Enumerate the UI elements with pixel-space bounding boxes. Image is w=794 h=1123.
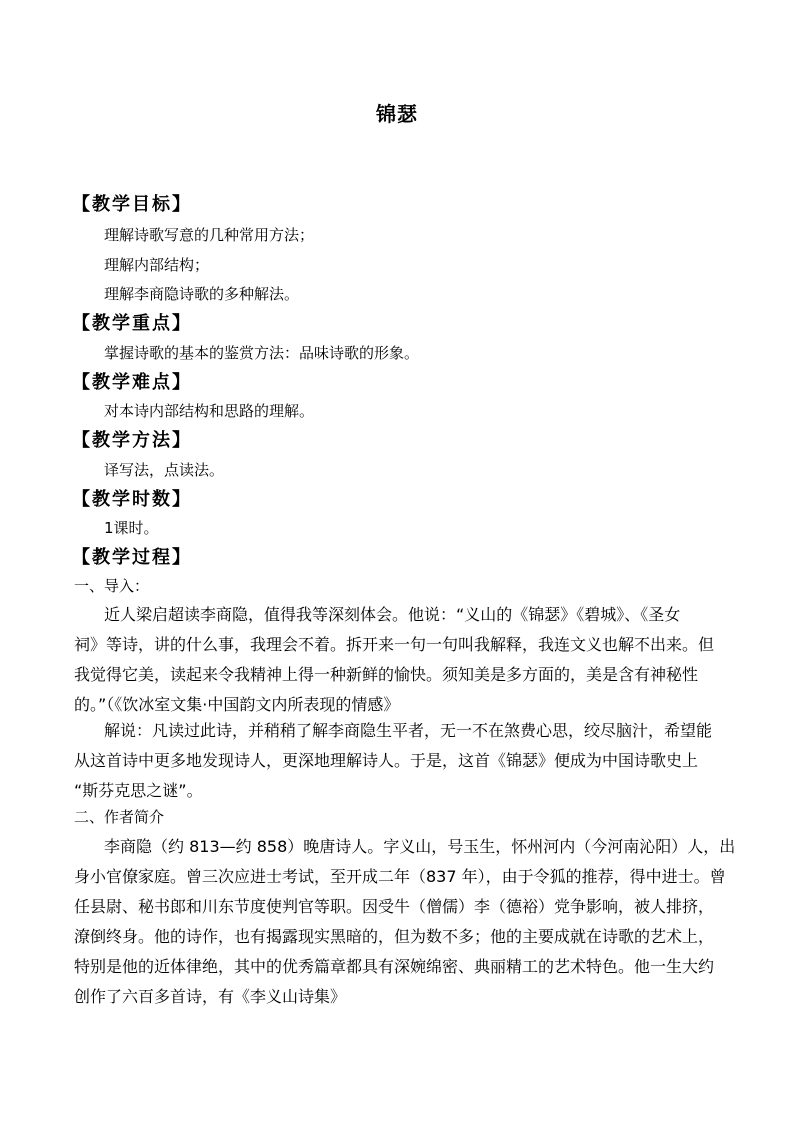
- paragraph-line: 祠》等诗，讲的什么事，我理会不着。拆开来一句一句叫我解释，我连文义也解不出来。但: [74, 635, 715, 654]
- heading-methods: 【教学方法】: [72, 430, 192, 451]
- paragraph-line: “斯芬克思之谜”。: [74, 781, 203, 800]
- paragraph-line: 创作了六百多首诗，有《李义山诗集》: [74, 987, 347, 1006]
- paragraph-line: 任县尉、秘书郎和川东节度使判官等职。因受牛（僧儒）李（德裕）党争影响，被人排挤，: [74, 897, 715, 916]
- paragraph-line: 李商隐（约 813—约 858）晚唐诗人。字义山，号玉生，怀州河内（今河南沁阳）人，出: [104, 837, 736, 856]
- section-intro-label: 一、导入：: [74, 577, 150, 595]
- paragraph-line: 从这首诗中更多地发现诗人，更深地理解诗人。于是，这首《锦瑟》便成为中国诗歌史上: [74, 751, 699, 770]
- intro-paragraph: [74, 600, 726, 720]
- author-paragraph: [74, 832, 736, 1012]
- difficulty-text: 对本诗内部结构和思路的理解。: [104, 402, 315, 420]
- heading-class-hours: 【教学时数】: [72, 489, 192, 510]
- goal-item: 理解内部结构；: [104, 256, 210, 274]
- paragraph-line: 潦倒终身。他的诗作，也有揭露现实黑暗的，但为数不多；他的主要成就在诗歌的艺术上，: [74, 927, 715, 946]
- paragraph-line: 的。”（《饮冰室文集·中国韵文内所表现的情感》: [74, 695, 400, 714]
- heading-teaching-goals: 【教学目标】: [72, 194, 192, 215]
- method-text: 译写法，点读法。: [104, 461, 225, 479]
- heading-teaching-process: 【教学过程】: [72, 547, 192, 568]
- key-point-text: 掌握诗歌的基本的鉴赏方法：品味诗歌的形象。: [104, 344, 420, 362]
- goal-item: 理解李商隐诗歌的多种解法。: [104, 285, 300, 303]
- paragraph-line: 我觉得它美，读起来令我精神上得一种新鲜的愉快。须知美是多方面的，美是含有神秘性: [74, 665, 699, 684]
- document-title: 锦瑟: [376, 102, 418, 126]
- section-author-label: 二、作者简介: [74, 808, 165, 826]
- paragraph-line: 特别是他的近体律绝，其中的优秀篇章都具有深婉绵密、典丽精工的艺术特色。他一生大约: [74, 957, 715, 976]
- heading-difficulties: 【教学难点】: [72, 372, 192, 393]
- explanation-paragraph: [74, 716, 726, 806]
- goal-item: 理解诗歌写意的几种常用方法；: [104, 226, 315, 244]
- heading-key-points: 【教学重点】: [72, 313, 192, 334]
- paragraph-line: 解说：凡读过此诗，并稍稍了解李商隐生平者，无一不在煞费心思，绞尽脑汁，希望能: [104, 721, 713, 740]
- class-hours-text: 1课时。: [104, 519, 159, 537]
- paragraph-line: 身小官僚家庭。曾三次应进士考试，至开成二年（837 年），由于令狐的推荐，得中进士。曾: [74, 867, 726, 886]
- paragraph-line: 近人梁启超读李商隐，值得我等深刻体会。他说：“义山的《锦瑟》《碧城》、《圣女: [104, 605, 681, 624]
